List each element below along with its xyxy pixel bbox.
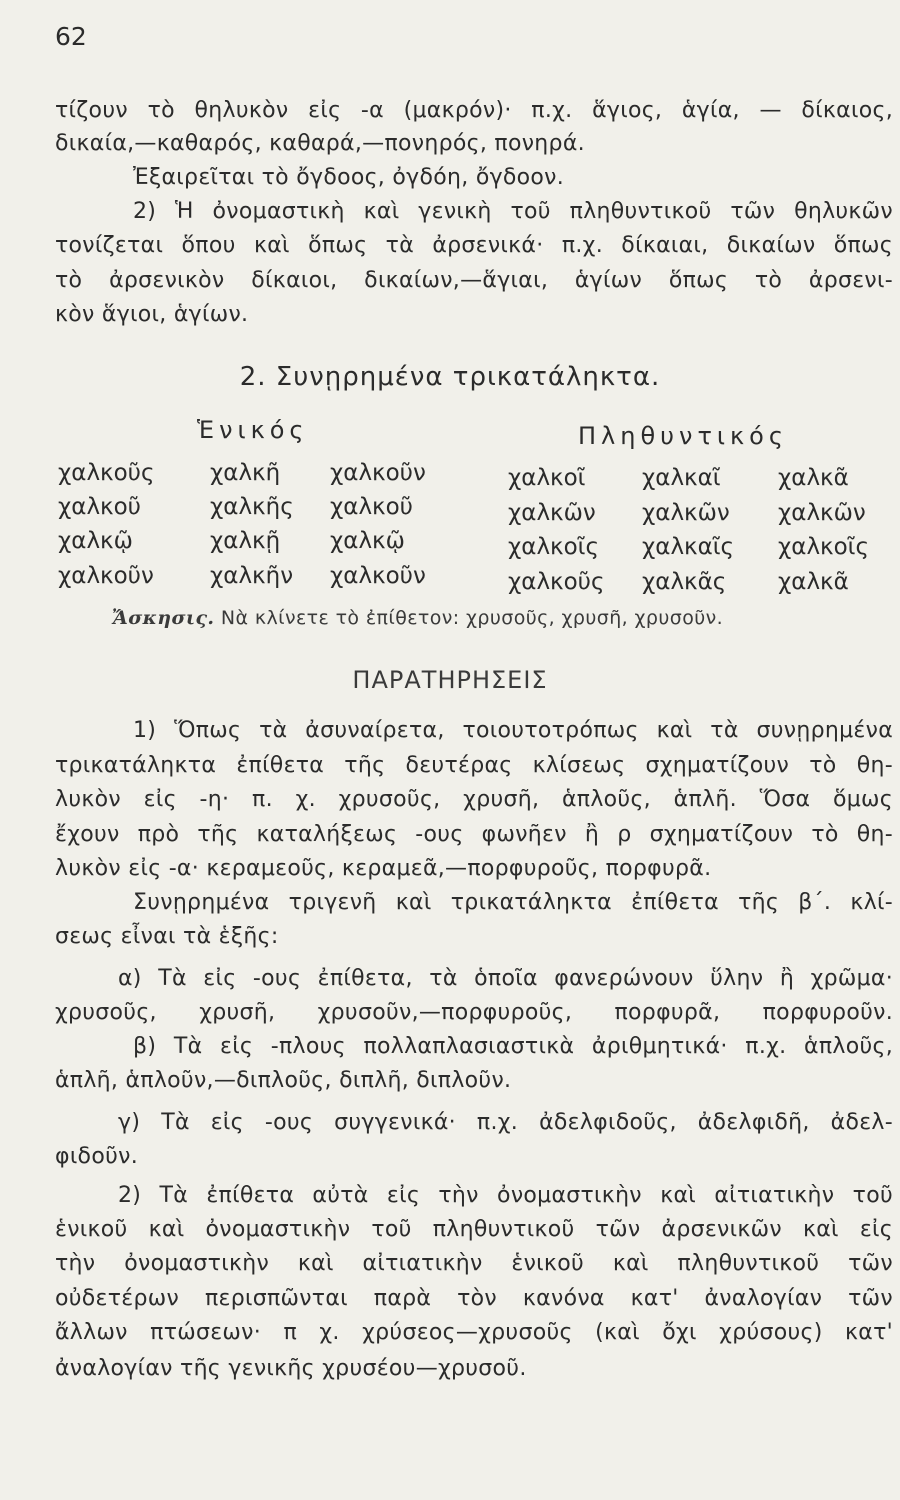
text-line: τίζουν τὸ θηλυκὸν εἰς -α (μακρόν)· π.χ. ἅγιος, ἁγία, — δίκαιος,: [55, 98, 893, 123]
declension-cell: χαλκῷ: [58, 528, 133, 554]
declension-cell: χαλκῶν: [778, 500, 866, 526]
declension-cell: χαλκοῦν: [330, 563, 426, 589]
text-line: χρυσοῦς, χρυσῆ, χρυσοῦν,—πορφυροῦς, πορφυρᾶ, πορφυροῦν.: [55, 1000, 893, 1025]
declension-cell: χαλκοῖ: [508, 465, 586, 491]
declension-cell: χαλκοῖς: [778, 534, 869, 560]
declension-cell: χαλκῶν: [642, 500, 730, 526]
text-line: γ) Τὰ εἰς -ους συγγενικά· π.χ. ἀδελφιδοῦς, ἀδελφιδῆ, ἀδελ-: [118, 1110, 893, 1135]
observations-title: ΠΑΡΑΤΗΡΗΣΕΙΣ: [352, 666, 548, 694]
text-line: β) Τὰ εἰς -πλους πολλαπλασιαστικὰ ἀριθμητικά· π.χ. ἁπλοῦς,: [133, 1034, 893, 1059]
declension-cell: χαλκῷ: [330, 528, 405, 554]
section-title: 2. Συνῃρημένα τρικατάληκτα.: [239, 362, 661, 392]
declension-cell: χαλκοῦς: [508, 569, 605, 595]
declension-cell: χαλκαῖ: [642, 465, 721, 491]
text-line: 2) Τὰ ἐπίθετα αὐτὰ εἰς τὴν ὀνομαστικὴν καὶ αἰτιατικὴν τοῦ: [118, 1183, 893, 1208]
exercise-line: [112, 607, 723, 629]
declension-cell: χαλκῆν: [210, 563, 294, 589]
declension-cell: χαλκοῦ: [330, 494, 413, 520]
text-line: δικαία,—καθαρός, καθαρά,—πονηρός, πονηρά.: [55, 131, 585, 156]
declension-cell: χαλκῆς: [210, 494, 294, 520]
declension-cell: χαλκοῦ: [58, 494, 141, 520]
singular-column-header: Ἑνικός: [197, 416, 309, 444]
declension-cell: χαλκᾶ: [778, 465, 849, 491]
text-line: Ἐξαιρεῖται τὸ ὄγδοος, ὀγδόη, ὄγδοον.: [133, 165, 565, 190]
text-line: 1) Ὅπως τὰ ἀσυναίρετα, τοιουτοτρόπως καὶ τὰ συνῃρημένα: [133, 718, 893, 743]
text-line: ἔχουν πρὸ τῆς καταλήξεως -ους φωνῆεν ἢ ρ σχηματίζουν τὸ θη-: [55, 822, 893, 847]
declension-cell: χαλκῇ: [210, 528, 281, 554]
declension-cell: χαλκῶν: [508, 500, 596, 526]
text-line: κὸν ἅγιοι, ἁγίων.: [55, 302, 249, 327]
text-line: λυκὸν εἰς -α· κεραμεοῦς, κεραμεᾶ,—πορφυροῦς, πορφυρᾶ.: [55, 856, 712, 881]
text-line: α) Τὰ εἰς -ους ἐπίθετα, τὰ ὁποῖα φανερώνουν ὕλην ἢ χρῶμα·: [118, 966, 893, 991]
text-line: φιδοῦν.: [55, 1144, 138, 1169]
exercise-label: Ἄσκησις.: [112, 607, 215, 629]
plural-column-header: Πληθυντικός: [578, 422, 788, 450]
text-line: οὐδετέρων περισπῶνται παρὰ τὸν κανόνα κατ' ἀναλογίαν τῶν: [55, 1286, 893, 1311]
declension-cell: χαλκαῖς: [642, 534, 735, 560]
exercise-text: Νὰ κλίνετε τὸ ἐπίθετον: χρυσοῦς, χρυσῆ, χρυσοῦν.: [220, 607, 724, 629]
text-line: 2) Ἡ ὀνομαστικὴ καὶ γενικὴ τοῦ πληθυντικοῦ τῶν θηλυκῶν: [133, 199, 893, 224]
declension-cell: χαλκοῦν: [58, 563, 154, 589]
text-line: σεως εἶναι τὰ ἑξῆς:: [55, 924, 279, 949]
text-line: τὸ ἀρσενικὸν δίκαιοι, δικαίων,—ἅγιαι, ἁγίων ὅπως τὸ ἀρσενι-: [55, 268, 893, 293]
text-line: Συνῃρημένα τριγενῆ καὶ τρικατάληκτα ἐπίθετα τῆς β΄. κλί-: [133, 890, 893, 915]
text-line: ἁπλῆ, ἁπλοῦν,—διπλοῦς, διπλῆ, διπλοῦν.: [55, 1068, 512, 1093]
text-line: τονίζεται ὅπου καὶ ὅπως τὰ ἀρσενικά· π.χ. δίκαιαι, δικαίων ὅπως: [55, 233, 893, 258]
declension-cell: χαλκοῖς: [508, 534, 599, 560]
declension-cell: χαλκῆ: [210, 460, 281, 486]
text-line: ἑνικοῦ καὶ ὀνομαστικὴν τοῦ πληθυντικοῦ τῶν ἀρσενικῶν καὶ εἰς: [55, 1217, 893, 1242]
declension-cell: χαλκοῦν: [330, 460, 426, 486]
page-number: 62: [55, 22, 87, 51]
text-line: ἄλλων πτώσεων· π χ. χρύσεος—χρυσοῦς (καὶ ὄχι χρύσους) κατ': [55, 1320, 893, 1345]
declension-cell: χαλκᾶς: [642, 569, 727, 595]
declension-cell: χαλκᾶ: [778, 569, 849, 595]
text-line: ἀναλογίαν τῆς γενικῆς χρυσέου—χρυσοῦ.: [55, 1356, 527, 1381]
text-line: τὴν ὀνομαστικὴν καὶ αἰτιατικὴν ἑνικοῦ καὶ πληθυντικοῦ τῶν: [55, 1251, 893, 1276]
text-line: λυκὸν εἰς -η· π. χ. χρυσοῦς, χρυσῆ, ἁπλοῦς, ἁπλῆ. Ὅσα ὅμως: [55, 787, 893, 812]
text-line: τρικατάληκτα ἐπίθετα τῆς δευτέρας κλίσεως σχηματίζουν τὸ θη-: [55, 753, 893, 778]
declension-cell: χαλκοῦς: [58, 460, 155, 486]
